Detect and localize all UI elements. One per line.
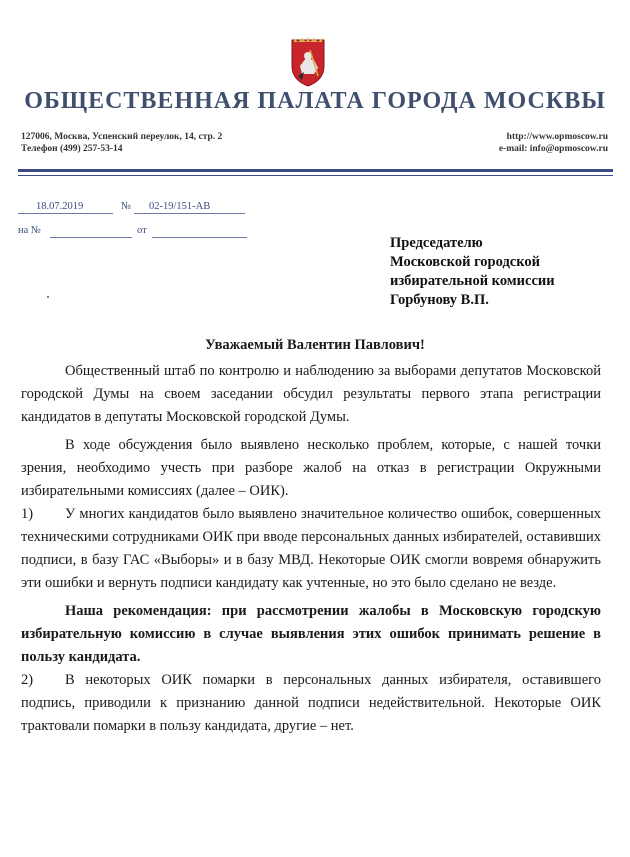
website-link[interactable]: http://www.opmoscow.ru — [506, 132, 608, 142]
addressee-line: Московской городской — [390, 254, 540, 270]
reg-number-underline — [134, 213, 245, 214]
ref-label: на № — [18, 225, 41, 236]
addressee-line: Горбунову В.П. — [390, 292, 489, 308]
address: 127006, Москва, Успенский переулок, 14, стр. 2 — [21, 132, 223, 142]
reg-number-label: № — [121, 201, 132, 212]
from-label: от — [137, 225, 147, 236]
addressee-line: избирательной комиссии — [390, 273, 555, 289]
ref-number-underline — [50, 237, 132, 238]
contact-right — [499, 131, 608, 155]
list-item-text: В некоторых ОИК помарки в персональных данных избирателя, оставившего подпись, приводили к признанию данной подписи недействительной. Некоторые ОИК трактовали помарки в пользу кандидата, другие – нет. — [21, 672, 601, 734]
scan-speck — [47, 296, 49, 298]
list-item — [21, 669, 601, 738]
letterhead-divider-thick — [18, 169, 613, 172]
org-name: ОБЩЕСТВЕННАЯ ПАЛАТА ГОРОДА МОСКВЫ — [24, 88, 606, 114]
addressee-block — [390, 234, 555, 310]
reg-date: 18.07.2019 — [36, 201, 84, 212]
email-link[interactable]: e-mail: info@opmoscow.ru — [498, 144, 608, 154]
moscow-coat-of-arms-icon — [288, 36, 328, 88]
list-item — [21, 503, 601, 595]
greeting: Уважаемый Валентин Павлович! — [205, 337, 425, 353]
paragraph: Общественный штаб по контролю и наблюдению за выборами депутатов Московской городской Думы на своем заседании обсудил результаты первого этапа регистрации кандидатов в депутаты Московской городской Думы. — [21, 363, 601, 425]
list-number: 1) — [21, 506, 34, 522]
addressee-line: Председателю — [390, 235, 483, 251]
contact-left — [21, 131, 222, 155]
from-date-underline — [152, 237, 247, 238]
list-number: 2) — [21, 672, 34, 688]
letter-body — [21, 360, 601, 738]
phone: Телефон (499) 257-53-14 — [21, 144, 123, 154]
recommendation: Наша рекомендация: при рассмотрении жалобы в Московскую городскую избирательную комиссию в случае выявления этих ошибок принимать решение в пользу кандидата. — [21, 603, 601, 665]
letterhead-divider-thin — [18, 175, 613, 176]
list-item-text: У многих кандидатов было выявлено значительное количество ошибок, совершенных техническими сотрудниками ОИК при вводе персональных данных избирателей, оставивших подписи, в базу ГАС «Выборы» и в базу МВД. Некоторые ОИК смогли вовремя обнаружить эти ошибки и вернуть подписи кандидату как учтенные, но это было сделано не везде. — [21, 506, 601, 591]
paragraph: В ходе обсуждения было выявлено несколько проблем, которые, с нашей точки зрения, необходимо учесть при разборе жалоб на отказ в регистрации Окружными избирательными комиссиях (далее – ОИК). — [21, 437, 601, 499]
reg-number: 02-19/151-АВ — [149, 201, 211, 212]
reg-date-underline — [18, 213, 113, 214]
